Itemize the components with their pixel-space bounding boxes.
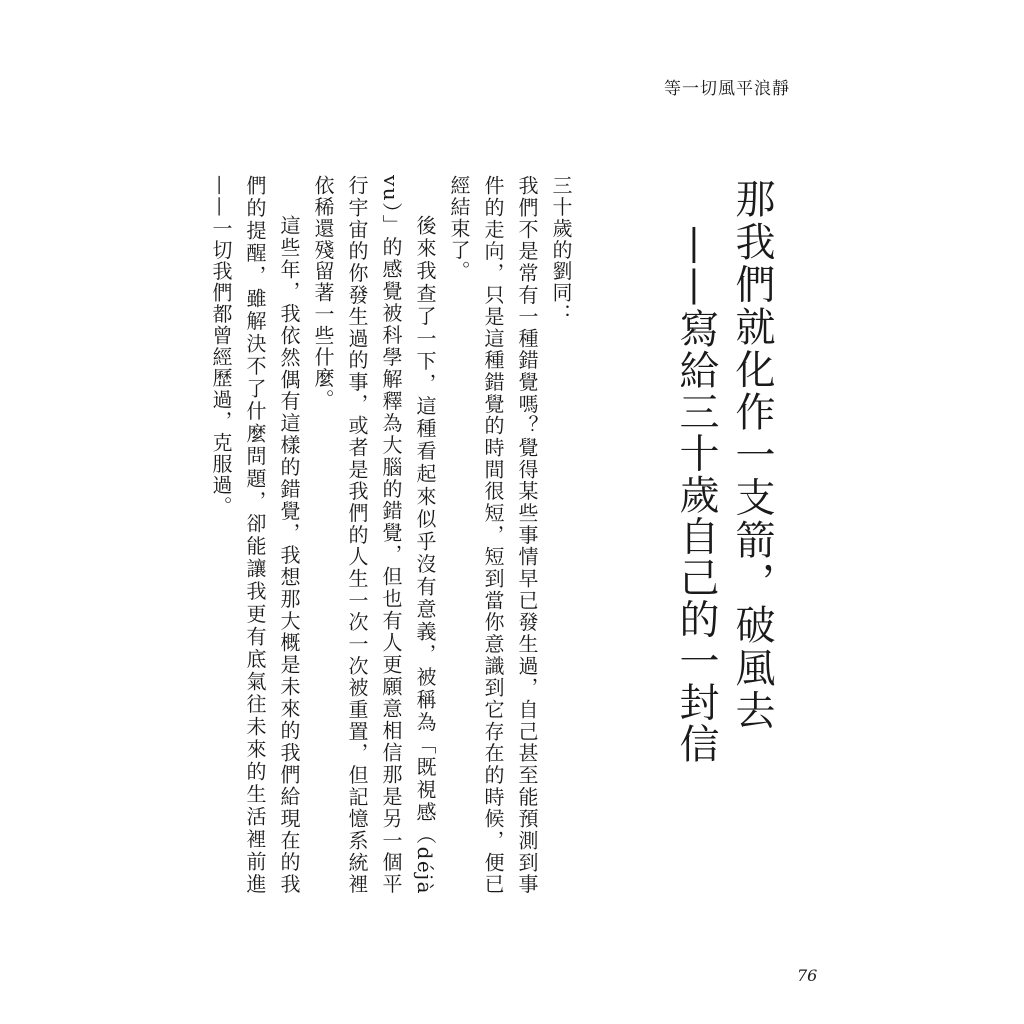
page-number: 76	[797, 966, 818, 985]
chapter-title: 那我們就化作一支箭，破風去	[729, 178, 775, 732]
letter-body	[204, 175, 578, 895]
running-header: 等一切風平浪靜	[664, 79, 790, 99]
paragraph-2: 後來我查了一下，這種看起來似乎沒有意義，被稱為「既視感（déjà vu）」的感覺被科學解釋為大腦的錯覺，但也有人更願意相信那是另一個平行宇宙的你發生過的事，或者是我們的人生一次一次被重置，但記憶系統裡依稀還殘留著一些什麼。	[311, 175, 437, 895]
paragraph-3: 這些年，我依然偶有這樣的錯覺，我想那大概是未來的我們給現在的我們的提醒，雖解決不了什麼問題，卻能讓我更有底氣往未來的生活裡前進——一切我們都曾經歷過，克服過。	[209, 175, 301, 895]
paragraph-1: 我們不是常有一種錯覺嗎？覺得某些事情早已發生過，自己甚至能預測到事件的走向，只是這種錯覺的時間很短，短到當你意識到它存在的時候，便已經結束了。	[447, 175, 539, 895]
chapter-subtitle: ——寫給三十歲自己的一封信	[673, 225, 719, 765]
letter-salutation: 三十歲的劉同：	[549, 175, 573, 325]
